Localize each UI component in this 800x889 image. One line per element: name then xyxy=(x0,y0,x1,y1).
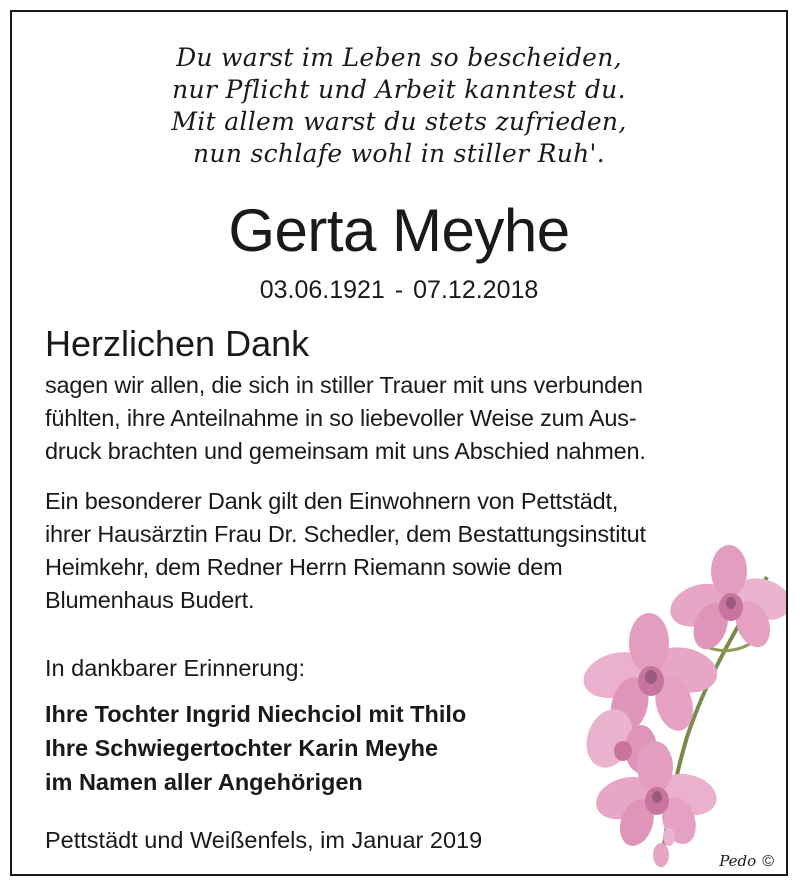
text-line: ihrer Hausärztin Frau Dr. Schedler, dem Bestattungsinstitut xyxy=(45,521,646,547)
text-line: Ein besonderer Dank gilt den Einwohnern von Pettstädt, xyxy=(45,488,619,514)
obituary-frame xyxy=(10,10,788,876)
thanks-paragraph-2 xyxy=(45,485,646,617)
date-separator: - xyxy=(394,276,404,304)
deceased-name: Gerta Meyhe xyxy=(228,197,570,264)
poem-line: Mit allem warst du stets zufrieden, xyxy=(171,107,627,136)
signer-line: im Namen aller Angehörigen xyxy=(45,769,363,795)
text-line: fühlten, ihre Anteilnahme in so liebevoller Weise zum Aus- xyxy=(45,405,637,431)
closing-greeting: In dankbarer Erinnerung: xyxy=(45,655,305,681)
poem-line: nun schlafe wohl in stiller Ruh'. xyxy=(193,139,605,168)
birth-date: 03.06.1921 xyxy=(259,276,385,304)
text-line: Blumenhaus Budert. xyxy=(45,587,255,613)
copyright-icon: © xyxy=(762,853,774,870)
thanks-paragraph-1 xyxy=(45,369,646,468)
life-dates xyxy=(12,274,786,306)
text-line: Heimkehr, dem Redner Herrn Riemann sowie dem xyxy=(45,554,563,580)
place-and-date: Pettstädt und Weißenfels, im Januar 2019 xyxy=(45,827,483,853)
text-line: sagen wir allen, die sich in stiller Trauer mit uns verbunden xyxy=(45,372,643,398)
death-date: 07.12.2018 xyxy=(413,276,539,304)
designer-credit xyxy=(719,851,774,872)
signer-line: Ihre Schwiegertochter Karin Meyhe xyxy=(45,735,439,761)
text-line: druck brachten und gemeinsam mit uns Abschied nahmen. xyxy=(45,438,646,464)
poem-line: Du warst im Leben so bescheiden, xyxy=(176,43,622,72)
signer-line: Ihre Tochter Ingrid Niechciol mit Thilo xyxy=(45,701,467,727)
signers xyxy=(45,697,466,799)
designer-signature: Pedo xyxy=(719,852,757,870)
poem-line: nur Pflicht und Arbeit kanntest du. xyxy=(172,75,626,104)
memorial-poem xyxy=(12,42,786,170)
thanks-heading: Herzlichen Dank xyxy=(45,323,310,364)
